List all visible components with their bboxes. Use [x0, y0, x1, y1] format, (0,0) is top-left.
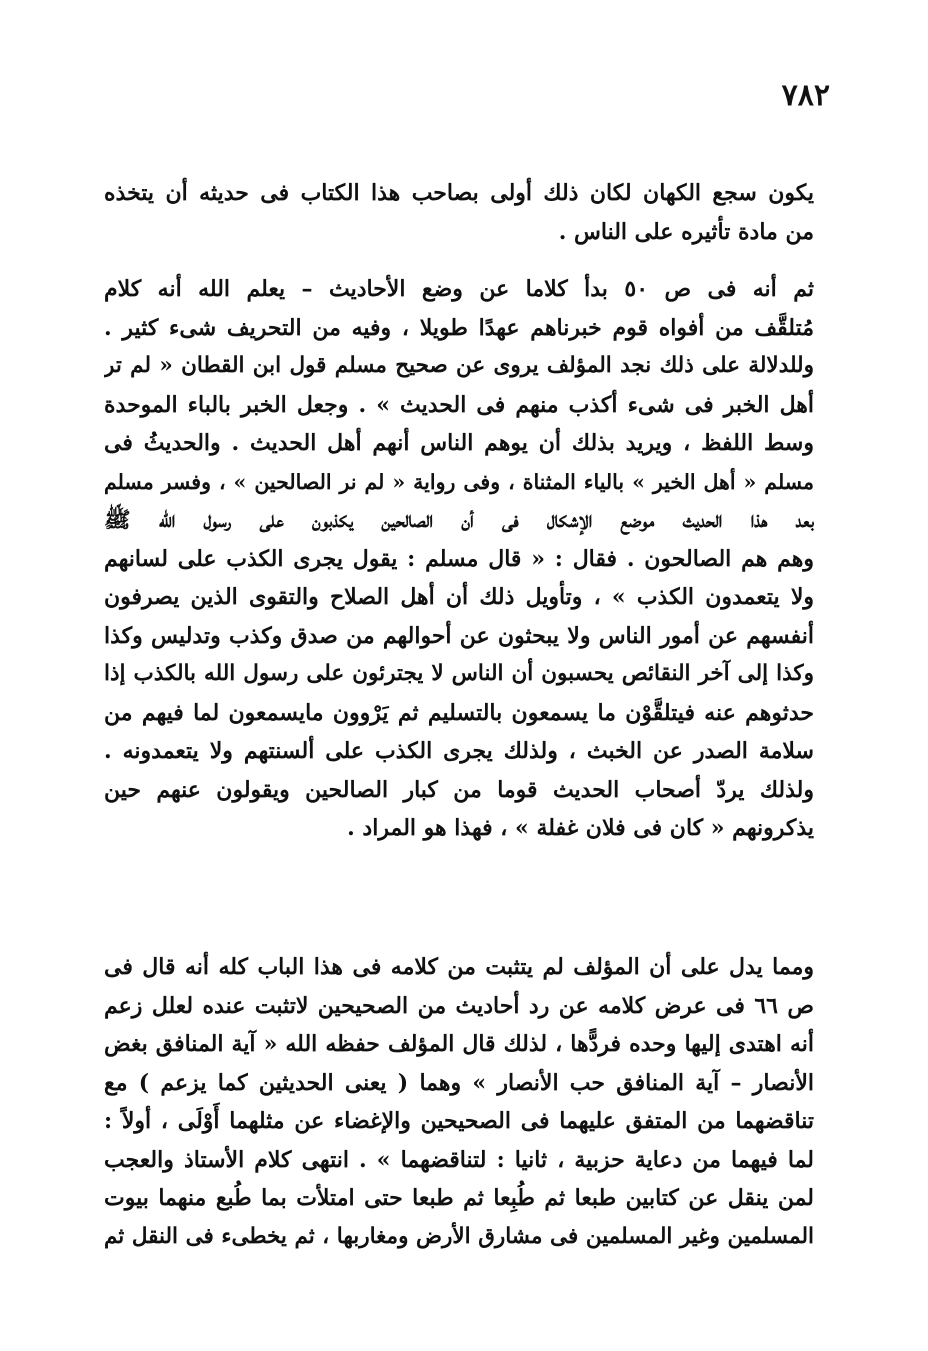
- text-line: المسلمين وغير المسلمين فى مشارق الأرض ومغاربها ، ثم يخطىء فى النقل ثم: [104, 1223, 814, 1249]
- text-line: وكذا إلى آخر النقائص يحسبون أن الناس لا يجترئون على رسول الله بالكذب إذا: [104, 661, 814, 686]
- text-line: ولا يتعمدون الكذب » ، وتأويل ذلك أن أهل الصلاح والتقوى الذين يصرفون: [104, 584, 814, 610]
- text-line: مُتلقَّف من أفواه قوم خبرناهم عهدًا طويلا ، وفيه من التحريف شىء كثير .: [104, 314, 814, 341]
- text-line: وللدلالة على ذلك نجد المؤلف يروى عن صحيح مسلم قول ابن القطان « لم تر: [104, 353, 814, 378]
- paragraph-2: [104, 270, 814, 848]
- text-line: ولذلك يردّ أصحاب الحديث قوما من كبار الصالحين ويقولون عنهم حين: [104, 776, 814, 803]
- paragraph-3: [104, 948, 814, 1256]
- text-line: سلامة الصدر عن الخبث ، ولذلك يجرى الكذب على ألسنتهم ولا يتعمدونه .: [104, 738, 814, 764]
- text-line: لما فيهما من دعاية حزبية ، ثانيا : لتناقضهما » . انتهى كلام الأستاذ والعجب: [104, 1146, 814, 1173]
- text-line: بعد هذا الحديث موضع الإشكال فى أن الصالحين يكذبون على رسول الله ﷺ: [104, 507, 814, 533]
- text-line: وسط اللفظ ، ويريد بذلك أن يوهم الناس أنهم أهل الحديث . والحديثُ فى: [104, 430, 814, 456]
- text-line: الأنصار – آية المنافق حب الأنصار » وهما ( يعنى الحديثين كما يزعم ) مع: [104, 1069, 814, 1096]
- text-line: أهل الخبر فى شىء أكذب منهم فى الحديث » . وجعل الخبر بالباء الموحدة: [104, 391, 814, 418]
- text-line: من مادة تأثيره على الناس .: [558, 218, 814, 245]
- text-line: حدثوهم عنه فيتلقَّوْن ما يسمعون بالتسليم ثم يَرْوون مايسمعون لما فيهم من: [104, 699, 814, 726]
- text-line: أنفسهم عن أمور الناس ولا يبحثون عن أحوالهم من صدق وكذب وتدليس وكذا: [104, 622, 814, 649]
- text-line: يكون سجع الكهان لكان ذلك أولى بصاحب هذا الكتاب فى حديثه أن يتخذه: [104, 180, 814, 206]
- text-line: لمن ينقل عن كتابين طبعا ثم طُبِعا ثم طبعا حتى امتلأت بما طُبع منهما بيوت: [104, 1185, 814, 1211]
- text-line: أنه اهتدى إليها وحده فردًّها ، لذلك قال المؤلف حفظه الله « آية المنافق بغض: [104, 1031, 814, 1057]
- text-line: وهم هم الصالحون . فقال : « قال مسلم : يقول يجرى الكذب على لسانهم: [104, 545, 814, 572]
- text-line: ثم أنه فى ص ٥٠ بدأ كلاما عن وضع الأحاديث – يعلم الله أنه كلام: [104, 276, 814, 302]
- paragraph-1: [104, 174, 814, 251]
- text-line: تناقضهما من المتفق عليهما فى الصحيحين والإغضاء عن مثلهما أَوْلَى ، أولاً :: [104, 1108, 814, 1134]
- page-number: ٧٨٢: [781, 78, 830, 113]
- text-line: ومما يدل على أن المؤلف لم يتثبت من كلامه فى هذا الباب كله أنه قال فى: [104, 954, 814, 980]
- text-line: مسلم « أهل الخير » بالياء المثناة ، وفى رواية « لم نر الصالحين » ، وفسر مسلم: [104, 469, 814, 494]
- text-line: يذكرونهم « كان فى فلان غفلة » ، فهذا هو المراد .: [347, 815, 814, 841]
- text-line: ص ٦٦ فى عرض كلامه عن رد أحاديث من الصحيحين لاتثبت عنده لعلل زعم: [104, 992, 814, 1019]
